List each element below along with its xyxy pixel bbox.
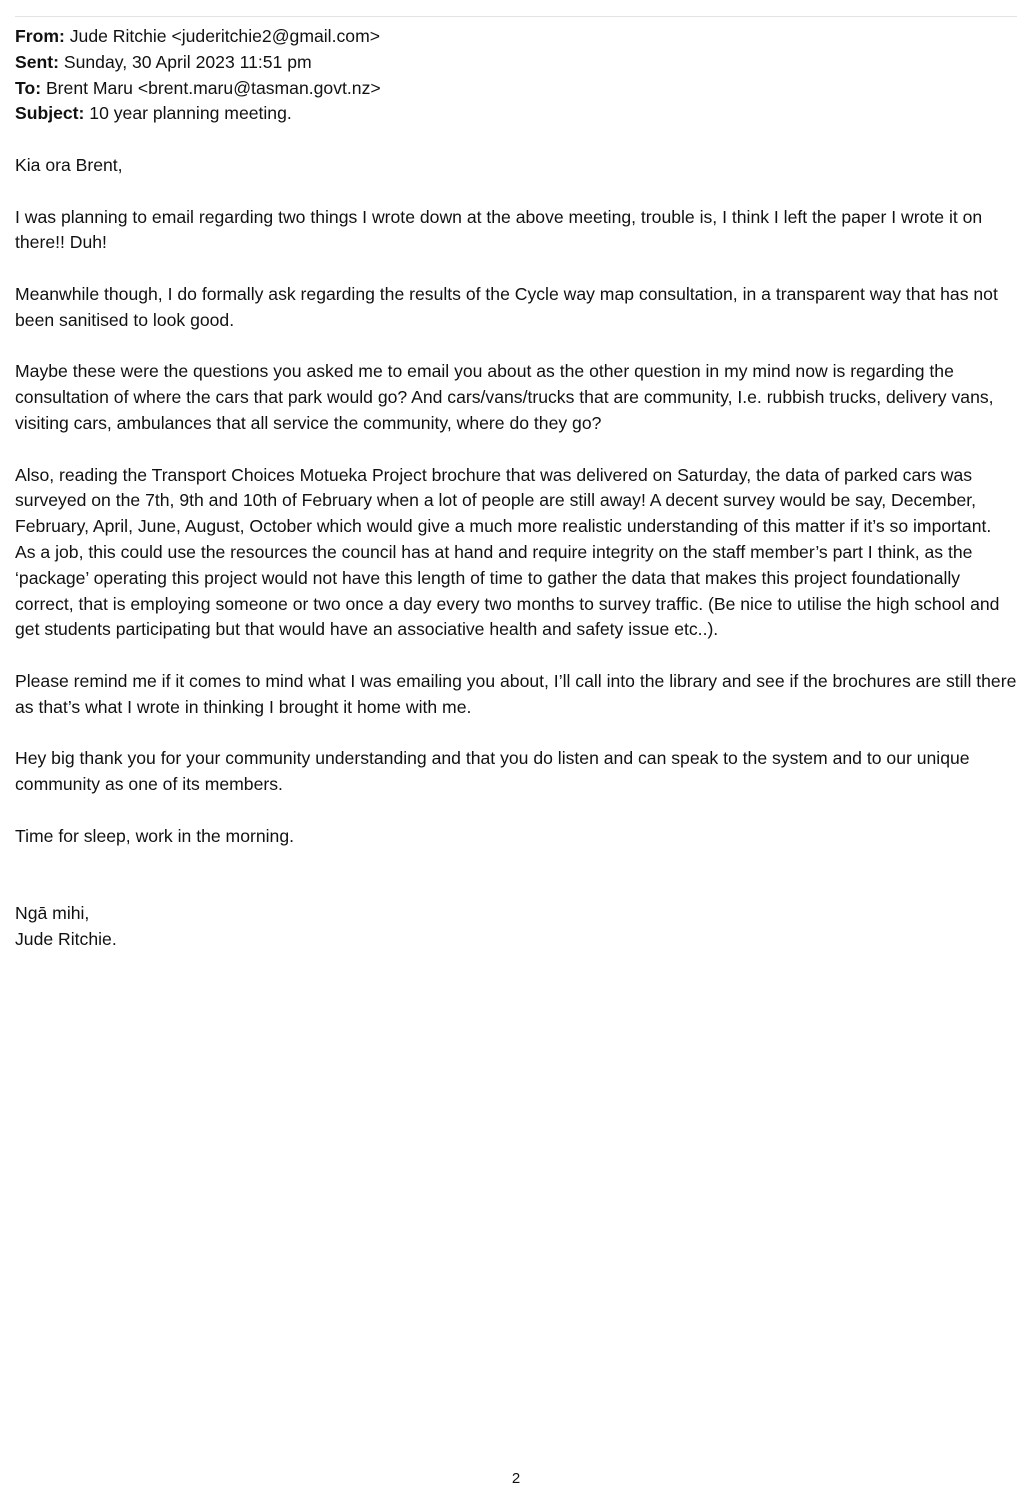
body-paragraph: I was planning to email regarding two things I wrote down at the above meeting, trouble is, I think I left the paper I wrote it on there!! Duh!: [15, 206, 983, 253]
page-number: 2: [511, 1470, 521, 1487]
from-label: From:: [15, 26, 65, 46]
body-paragraph: Hey big thank you for your community understanding and that you do listen and can speak to the system and to our unique community as one of its members.: [15, 748, 970, 795]
subject-label: Subject:: [15, 103, 85, 124]
from-line: [15, 24, 1018, 50]
sent-line: [15, 50, 1018, 76]
top-divider: [15, 16, 1017, 17]
body-paragraph: Please remind me if it comes to mind what I was emailing you about, I’ll call into the library and see if the brochures are still there as that’s what I wrote in thinking I brought it home with me.: [15, 670, 1017, 717]
body-paragraph: Maybe these were the questions you asked me to email you about as the other question in my mind now is regarding the consultation of where the cars that park would go? And cars/vans/trucks that are community, I.e. rubbish trucks, delivery vans, visiting cars, ambulances that all service the community, where do they go?: [15, 361, 994, 433]
greeting: Kia ora Brent,: [15, 154, 123, 175]
sent-value: Sunday, 30 April 2023 11:51 pm: [63, 51, 312, 72]
body-paragraph: Meanwhile though, I do formally ask regarding the results of the Cycle way map consultation, in a transparent way that has not been sanitised to look good.: [15, 283, 998, 330]
to-value: Brent Maru <brent.maru@tasman.govt.nz>: [45, 77, 381, 98]
body-paragraph: As a job, this could use the resources the council has at hand and require integrity on the staff member’s part I think, as the ‘package’ operating this project would not have this length of time to gather the data that makes this project foundationally correct, that is employing someone or two once a day every two months to survey traffic. (Be nice to utilise the high school and get students participating but that would have an associative health and safety issue etc..).: [15, 541, 1000, 640]
to-label: To:: [15, 77, 42, 98]
email-document: [15, 24, 1018, 953]
signature: Jude Ritchie.: [15, 928, 117, 949]
subject-value: 10 year planning meeting.: [89, 103, 292, 124]
email-header: [15, 24, 1018, 127]
sent-label: Sent:: [15, 51, 59, 72]
to-line: [15, 76, 1018, 102]
from-value: Jude Ritchie <juderitchie2@gmail.com>: [69, 26, 380, 46]
subject-line: [15, 101, 1018, 127]
body-paragraph: Also, reading the Transport Choices Motueka Project brochure that was delivered on Saturday, the data of parked cars was surveyed on the 7th, 9th and 10th of February when a lot of people are still away! A decent survey would be say, December, February, April, June, August, October which would give a much more realistic understanding of this matter if it’s so important.: [15, 464, 992, 537]
body-paragraph: Time for sleep, work in the morning.: [15, 825, 294, 846]
signoff: Ngā mihi,: [15, 903, 90, 924]
